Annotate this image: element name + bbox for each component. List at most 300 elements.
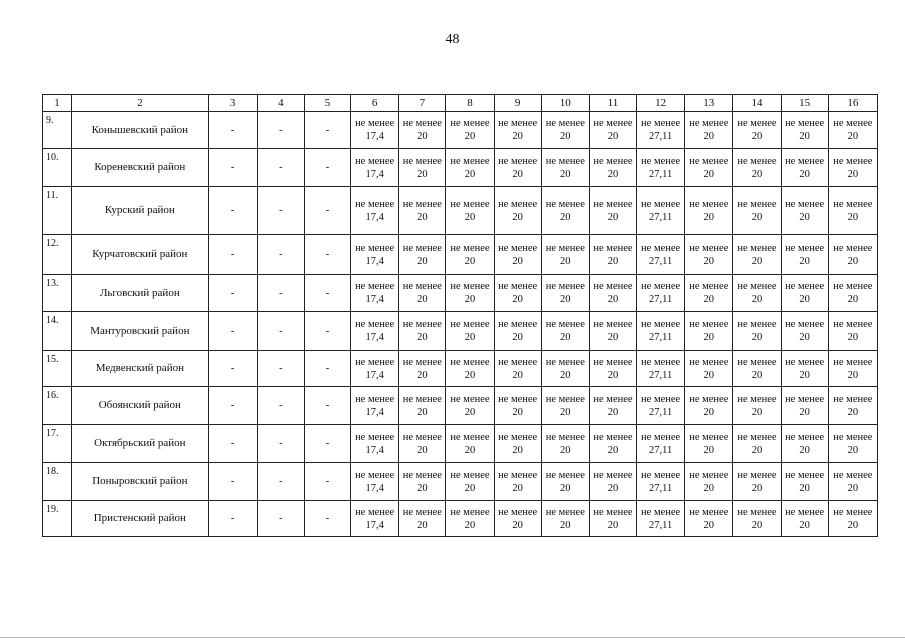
row-number: 10. bbox=[43, 149, 72, 187]
value-qualifier: не менее bbox=[737, 198, 777, 210]
value-number: 17,4 bbox=[365, 168, 384, 180]
column-header-15: 15 bbox=[781, 95, 828, 112]
value-number: 17,4 bbox=[365, 369, 384, 381]
value-number: 17,4 bbox=[365, 406, 384, 418]
value-qualifier: не менее bbox=[833, 198, 873, 210]
value-qualifier: не менее bbox=[450, 198, 490, 210]
table-body bbox=[43, 112, 878, 537]
value-qualifier: не менее bbox=[737, 356, 777, 368]
value-cell bbox=[541, 235, 589, 275]
value-cell bbox=[637, 112, 685, 149]
value-qualifier: не менее bbox=[545, 469, 585, 481]
row-number: 16. bbox=[43, 387, 72, 425]
value-qualifier: не менее bbox=[545, 393, 585, 405]
value-number: 20 bbox=[703, 211, 715, 223]
value-number: 20 bbox=[751, 444, 763, 456]
value-cell bbox=[733, 387, 781, 425]
page-bottom-edge bbox=[0, 637, 905, 638]
value-number: 20 bbox=[464, 369, 476, 381]
district-name: Кореневский район bbox=[72, 149, 208, 187]
value-qualifier: не менее bbox=[737, 242, 777, 254]
value-number: 20 bbox=[560, 332, 571, 343]
value-qualifier: не менее bbox=[641, 393, 681, 405]
table-row bbox=[43, 312, 878, 351]
value-cell bbox=[446, 112, 494, 149]
value-number: 20 bbox=[607, 332, 619, 343]
value-cell bbox=[637, 149, 685, 187]
value-cell bbox=[541, 463, 589, 501]
value-qualifier: не менее bbox=[737, 155, 777, 167]
value-cell bbox=[828, 112, 877, 149]
value-qualifier: не менее bbox=[833, 506, 873, 518]
value-cell bbox=[446, 187, 494, 235]
value-number: 20 bbox=[464, 332, 476, 343]
value-cell bbox=[494, 275, 541, 312]
value-cell bbox=[351, 235, 399, 275]
value-number: 17,4 bbox=[365, 294, 384, 305]
row-number: 12. bbox=[43, 235, 72, 275]
value-number: 20 bbox=[799, 255, 810, 267]
value-number: 20 bbox=[703, 406, 715, 418]
value-qualifier: не менее bbox=[689, 356, 729, 368]
value-cell bbox=[589, 425, 636, 463]
value-cell bbox=[685, 425, 733, 463]
value-cell bbox=[828, 425, 877, 463]
value-cell bbox=[494, 425, 541, 463]
value-qualifier: не менее bbox=[833, 319, 873, 330]
value-number: 20 bbox=[560, 519, 571, 531]
empty-value-cell: - bbox=[208, 463, 257, 501]
value-number: 20 bbox=[417, 294, 428, 305]
value-number: 20 bbox=[607, 131, 619, 142]
value-cell bbox=[446, 425, 494, 463]
value-number: 20 bbox=[464, 255, 476, 267]
column-header-7: 7 bbox=[399, 95, 446, 112]
value-cell bbox=[351, 425, 399, 463]
value-qualifier: не менее bbox=[641, 155, 681, 167]
value-qualifier: не менее bbox=[737, 393, 777, 405]
value-number: 20 bbox=[607, 482, 619, 494]
value-cell bbox=[541, 351, 589, 387]
value-qualifier: не менее bbox=[355, 506, 395, 518]
value-number: 20 bbox=[512, 444, 523, 456]
empty-value-cell: - bbox=[208, 351, 257, 387]
district-name: Мантуровский район bbox=[72, 312, 208, 351]
value-cell bbox=[685, 112, 733, 149]
value-cell bbox=[637, 351, 685, 387]
value-qualifier: не менее bbox=[355, 356, 395, 368]
value-qualifier: не менее bbox=[737, 281, 777, 292]
value-number: 20 bbox=[799, 444, 810, 456]
value-qualifier: не менее bbox=[641, 356, 681, 368]
empty-value-cell: - bbox=[304, 351, 350, 387]
value-cell bbox=[399, 387, 446, 425]
value-number: 20 bbox=[512, 131, 523, 142]
value-qualifier: не менее bbox=[593, 431, 633, 443]
value-cell bbox=[828, 501, 877, 537]
value-cell bbox=[781, 275, 828, 312]
empty-value-cell: - bbox=[257, 235, 304, 275]
value-number: 20 bbox=[847, 131, 859, 142]
value-qualifier: не менее bbox=[689, 198, 729, 210]
value-qualifier: не менее bbox=[785, 431, 825, 443]
value-number: 20 bbox=[751, 519, 763, 531]
empty-value-cell: - bbox=[257, 387, 304, 425]
value-qualifier: не менее bbox=[498, 506, 538, 518]
value-qualifier: не менее bbox=[355, 281, 395, 292]
value-cell bbox=[828, 351, 877, 387]
page-number: 48 bbox=[445, 32, 460, 47]
value-qualifier: не менее bbox=[593, 155, 633, 167]
value-number: 20 bbox=[847, 255, 859, 267]
value-qualifier: не менее bbox=[402, 118, 442, 129]
empty-value-cell: - bbox=[304, 501, 350, 537]
value-qualifier: не менее bbox=[355, 393, 395, 405]
value-number: 20 bbox=[512, 332, 523, 343]
value-qualifier: не менее bbox=[545, 242, 585, 254]
empty-value-cell: - bbox=[304, 463, 350, 501]
value-cell bbox=[351, 387, 399, 425]
value-qualifier: не менее bbox=[833, 393, 873, 405]
district-name: Поныровский район bbox=[72, 463, 208, 501]
value-qualifier: не менее bbox=[450, 242, 490, 254]
value-qualifier: не менее bbox=[498, 155, 538, 167]
value-number: 20 bbox=[703, 332, 715, 343]
district-name: Пристенский район bbox=[72, 501, 208, 537]
value-qualifier: не менее bbox=[593, 281, 633, 292]
row-number: 19. bbox=[43, 501, 72, 537]
table-row bbox=[43, 112, 878, 149]
value-qualifier: не менее bbox=[785, 506, 825, 518]
value-number: 20 bbox=[417, 406, 428, 418]
value-cell bbox=[781, 425, 828, 463]
value-qualifier: не менее bbox=[641, 506, 681, 518]
value-number: 20 bbox=[417, 255, 428, 267]
value-number: 20 bbox=[703, 444, 715, 456]
district-name: Октябрьский район bbox=[72, 425, 208, 463]
value-number: 27,11 bbox=[649, 131, 673, 142]
value-number: 20 bbox=[560, 168, 571, 180]
value-cell bbox=[541, 312, 589, 351]
value-number: 20 bbox=[751, 332, 763, 343]
value-qualifier: не менее bbox=[355, 319, 395, 330]
value-cell bbox=[541, 501, 589, 537]
value-cell bbox=[589, 463, 636, 501]
empty-value-cell: - bbox=[208, 187, 257, 235]
value-cell bbox=[351, 351, 399, 387]
value-number: 20 bbox=[417, 168, 428, 180]
value-number: 20 bbox=[512, 369, 523, 381]
value-number: 20 bbox=[512, 168, 523, 180]
value-qualifier: не менее bbox=[593, 356, 633, 368]
value-qualifier: не менее bbox=[785, 281, 825, 292]
value-qualifier: не менее bbox=[402, 155, 442, 167]
value-qualifier: не менее bbox=[545, 198, 585, 210]
value-cell bbox=[446, 387, 494, 425]
value-cell bbox=[685, 463, 733, 501]
value-cell bbox=[399, 312, 446, 351]
value-cell bbox=[637, 312, 685, 351]
value-qualifier: не менее bbox=[593, 242, 633, 254]
value-number: 20 bbox=[799, 294, 810, 305]
value-cell bbox=[494, 112, 541, 149]
value-cell bbox=[494, 187, 541, 235]
value-number: 17,4 bbox=[365, 519, 384, 531]
value-number: 20 bbox=[799, 369, 810, 381]
column-header-9: 9 bbox=[494, 95, 541, 112]
value-qualifier: не менее bbox=[545, 506, 585, 518]
empty-value-cell: - bbox=[208, 275, 257, 312]
value-qualifier: не менее bbox=[355, 469, 395, 481]
value-cell bbox=[685, 351, 733, 387]
value-qualifier: не менее bbox=[498, 431, 538, 443]
value-cell bbox=[541, 187, 589, 235]
value-number: 20 bbox=[751, 482, 763, 494]
value-number: 20 bbox=[799, 406, 810, 418]
value-qualifier: не менее bbox=[498, 469, 538, 481]
column-header-1: 1 bbox=[43, 95, 72, 112]
value-qualifier: не менее bbox=[355, 431, 395, 443]
value-qualifier: не менее bbox=[498, 242, 538, 254]
value-qualifier: не менее bbox=[785, 393, 825, 405]
value-qualifier: не менее bbox=[498, 356, 538, 368]
value-number: 20 bbox=[464, 168, 476, 180]
value-qualifier: не менее bbox=[689, 469, 729, 481]
value-number: 20 bbox=[560, 131, 571, 142]
value-cell bbox=[541, 149, 589, 187]
value-number: 20 bbox=[703, 519, 715, 531]
value-qualifier: не менее bbox=[402, 356, 442, 368]
empty-value-cell: - bbox=[304, 112, 350, 149]
value-cell bbox=[589, 275, 636, 312]
district-name: Медвенский район bbox=[72, 351, 208, 387]
value-cell bbox=[828, 387, 877, 425]
value-number: 20 bbox=[417, 482, 428, 494]
value-cell bbox=[685, 235, 733, 275]
value-cell bbox=[637, 275, 685, 312]
value-cell bbox=[494, 501, 541, 537]
value-number: 20 bbox=[847, 211, 859, 223]
value-number: 20 bbox=[417, 369, 428, 381]
value-cell bbox=[685, 187, 733, 235]
value-number: 20 bbox=[607, 294, 619, 305]
value-number: 20 bbox=[512, 482, 523, 494]
value-number: 20 bbox=[607, 255, 619, 267]
value-cell bbox=[589, 235, 636, 275]
value-number: 20 bbox=[703, 131, 715, 142]
empty-value-cell: - bbox=[208, 425, 257, 463]
district-name: Льговский район bbox=[72, 275, 208, 312]
value-qualifier: не менее bbox=[833, 281, 873, 292]
value-cell bbox=[733, 112, 781, 149]
value-cell bbox=[781, 312, 828, 351]
value-cell bbox=[399, 463, 446, 501]
value-number: 20 bbox=[847, 519, 859, 531]
value-cell bbox=[446, 235, 494, 275]
district-name: Конышевский район bbox=[72, 112, 208, 149]
value-qualifier: не менее bbox=[545, 319, 585, 330]
value-qualifier: не менее bbox=[402, 281, 442, 292]
value-qualifier: не менее bbox=[833, 469, 873, 481]
value-qualifier: не менее bbox=[450, 281, 490, 292]
empty-value-cell: - bbox=[257, 463, 304, 501]
value-cell bbox=[446, 312, 494, 351]
value-cell bbox=[541, 425, 589, 463]
empty-value-cell: - bbox=[304, 275, 350, 312]
row-number: 9. bbox=[43, 112, 72, 149]
value-number: 20 bbox=[847, 406, 859, 418]
value-qualifier: не менее bbox=[450, 431, 490, 443]
value-number: 20 bbox=[799, 131, 810, 142]
value-number: 20 bbox=[751, 255, 763, 267]
value-number: 20 bbox=[607, 369, 619, 381]
value-number: 20 bbox=[607, 406, 619, 418]
value-qualifier: не менее bbox=[833, 155, 873, 167]
value-qualifier: не менее bbox=[833, 118, 873, 129]
value-qualifier: не менее bbox=[498, 393, 538, 405]
value-qualifier: не менее bbox=[641, 118, 681, 129]
value-cell bbox=[446, 351, 494, 387]
value-cell bbox=[589, 501, 636, 537]
value-cell bbox=[828, 235, 877, 275]
value-qualifier: не менее bbox=[545, 118, 585, 129]
value-number: 20 bbox=[751, 211, 763, 223]
column-header-4: 4 bbox=[257, 95, 304, 112]
value-cell bbox=[828, 149, 877, 187]
value-cell bbox=[781, 463, 828, 501]
value-cell bbox=[446, 149, 494, 187]
value-qualifier: не менее bbox=[355, 155, 395, 167]
value-number: 20 bbox=[799, 168, 810, 180]
empty-value-cell: - bbox=[208, 501, 257, 537]
value-number: 20 bbox=[560, 255, 571, 267]
value-qualifier: не менее bbox=[785, 155, 825, 167]
row-number: 15. bbox=[43, 351, 72, 387]
value-number: 20 bbox=[847, 444, 859, 456]
value-number: 20 bbox=[560, 294, 571, 305]
value-number: 20 bbox=[560, 482, 571, 494]
value-qualifier: не менее bbox=[689, 393, 729, 405]
value-number: 20 bbox=[512, 519, 523, 531]
row-number: 13. bbox=[43, 275, 72, 312]
value-number: 20 bbox=[751, 406, 763, 418]
value-qualifier: не менее bbox=[737, 506, 777, 518]
column-header-12: 12 bbox=[637, 95, 685, 112]
value-number: 20 bbox=[751, 168, 763, 180]
value-qualifier: не менее bbox=[498, 198, 538, 210]
value-cell bbox=[351, 187, 399, 235]
value-number: 17,4 bbox=[365, 255, 384, 267]
value-number: 17,4 bbox=[365, 482, 384, 494]
value-cell bbox=[351, 312, 399, 351]
value-cell bbox=[541, 275, 589, 312]
empty-value-cell: - bbox=[304, 187, 350, 235]
value-number: 20 bbox=[607, 168, 619, 180]
value-qualifier: не менее bbox=[450, 393, 490, 405]
value-qualifier: не менее bbox=[641, 469, 681, 481]
table-row bbox=[43, 387, 878, 425]
value-number: 20 bbox=[703, 369, 715, 381]
row-number: 14. bbox=[43, 312, 72, 351]
value-number: 20 bbox=[464, 444, 476, 456]
column-header-3: 3 bbox=[208, 95, 257, 112]
value-cell bbox=[589, 312, 636, 351]
value-number: 17,4 bbox=[365, 332, 384, 343]
value-number: 20 bbox=[464, 294, 476, 305]
value-number: 17,4 bbox=[365, 131, 384, 142]
value-qualifier: не менее bbox=[689, 242, 729, 254]
value-number: 27,11 bbox=[649, 294, 673, 305]
value-number: 20 bbox=[607, 519, 619, 531]
value-qualifier: не менее bbox=[450, 469, 490, 481]
value-cell bbox=[589, 187, 636, 235]
value-cell bbox=[399, 112, 446, 149]
value-qualifier: не менее bbox=[498, 281, 538, 292]
value-cell bbox=[494, 351, 541, 387]
value-qualifier: не менее bbox=[641, 431, 681, 443]
value-qualifier: не менее bbox=[498, 319, 538, 330]
value-qualifier: не менее bbox=[785, 118, 825, 129]
empty-value-cell: - bbox=[257, 187, 304, 235]
value-number: 20 bbox=[703, 168, 715, 180]
empty-value-cell: - bbox=[257, 351, 304, 387]
value-qualifier: не менее bbox=[737, 431, 777, 443]
column-header-6: 6 bbox=[351, 95, 399, 112]
district-table-container bbox=[42, 94, 878, 537]
value-cell bbox=[637, 425, 685, 463]
value-cell bbox=[733, 275, 781, 312]
value-qualifier: не менее bbox=[402, 393, 442, 405]
value-qualifier: не менее bbox=[545, 155, 585, 167]
value-qualifier: не менее bbox=[593, 469, 633, 481]
value-qualifier: не менее bbox=[689, 118, 729, 129]
value-qualifier: не менее bbox=[593, 393, 633, 405]
value-cell bbox=[781, 235, 828, 275]
value-cell bbox=[351, 275, 399, 312]
empty-value-cell: - bbox=[208, 235, 257, 275]
value-number: 27,11 bbox=[649, 211, 673, 223]
value-cell bbox=[351, 149, 399, 187]
value-number: 20 bbox=[751, 369, 763, 381]
value-qualifier: не менее bbox=[785, 356, 825, 368]
column-header-8: 8 bbox=[446, 95, 494, 112]
value-cell bbox=[494, 463, 541, 501]
value-qualifier: не менее bbox=[833, 356, 873, 368]
value-cell bbox=[733, 463, 781, 501]
value-cell bbox=[828, 312, 877, 351]
value-qualifier: не менее bbox=[593, 506, 633, 518]
value-qualifier: не менее bbox=[833, 431, 873, 443]
table-row bbox=[43, 275, 878, 312]
empty-value-cell: - bbox=[257, 312, 304, 351]
value-number: 20 bbox=[560, 211, 571, 223]
value-cell bbox=[399, 187, 446, 235]
value-number: 27,11 bbox=[649, 444, 673, 456]
value-cell bbox=[733, 187, 781, 235]
value-number: 20 bbox=[560, 369, 571, 381]
value-number: 20 bbox=[847, 369, 859, 381]
value-qualifier: не менее bbox=[689, 506, 729, 518]
value-cell bbox=[685, 501, 733, 537]
value-number: 20 bbox=[751, 294, 763, 305]
value-cell bbox=[446, 463, 494, 501]
district-name: Обоянский район bbox=[72, 387, 208, 425]
empty-value-cell: - bbox=[257, 425, 304, 463]
table-row bbox=[43, 463, 878, 501]
empty-value-cell: - bbox=[304, 387, 350, 425]
value-qualifier: не менее bbox=[689, 155, 729, 167]
value-number: 27,11 bbox=[649, 519, 673, 531]
